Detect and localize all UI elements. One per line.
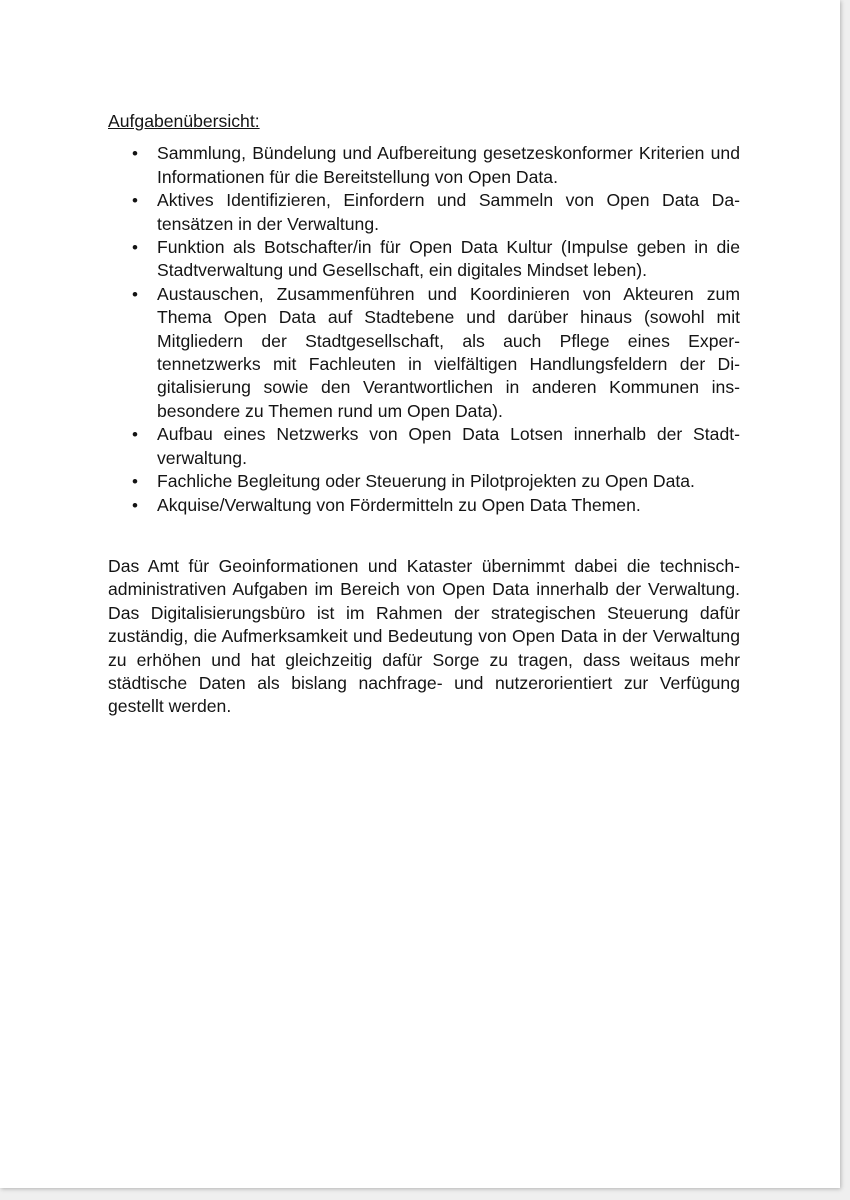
bullet-icon: • — [132, 284, 138, 304]
list-item — [108, 494, 740, 517]
bullet-icon: • — [132, 425, 138, 445]
bullet-icon: • — [132, 238, 138, 258]
list-item-text: Funktion als Botschafter/in für Open Data Kultur (Impulse geben in die Stadtverwaltung und Gesellschaft, ein digitales Mindset leben). — [157, 237, 740, 281]
bullet-icon: • — [132, 191, 138, 211]
list-item-text: Sammlung, Bündelung und Aufbereitung gesetzeskonformer Kriterien und Informationen für die Bereitstellung von Open Data. — [157, 143, 740, 187]
list-item — [108, 189, 740, 236]
bullet-icon: • — [132, 472, 138, 492]
list-item — [108, 236, 740, 283]
list-item — [108, 283, 740, 423]
body-paragraph: Das Amt für Geoinformationen und Kataster übernimmt dabei die technisch-administrativen Aufgaben im Bereich von Open Data innerhalb der Verwaltung. Das Digitalisierungsbüro ist im Rahmen der strategischen Steuerung dafür zuständig, die Aufmerksamkeit und Bedeutung von Open Data in der Verwaltung zu erhöhen und hat gleichzeitig dafür Sorge zu tragen, dass weitaus mehr städtische Daten als bislang nachfrage- und nutzerorientiert zur Verfügung gestellt werden. — [108, 555, 740, 717]
list-item-text: Aktives Identifizieren, Einfordern und Sammeln von Open Data Datensätzen in der Verwaltung. — [157, 190, 740, 234]
task-list — [108, 142, 740, 517]
list-item — [108, 142, 740, 189]
list-item-text: Fachliche Begleitung oder Steuerung in Pilotprojekten zu Open Data. — [157, 471, 695, 492]
list-item — [108, 423, 740, 470]
bullet-icon: • — [132, 144, 138, 164]
bullet-icon: • — [132, 495, 138, 515]
list-item-text: Akquise/Verwaltung von Fördermitteln zu Open Data Themen. — [157, 494, 641, 515]
section-heading: Aufgabenübersicht: — [108, 111, 260, 131]
list-item-text: Aufbau eines Netzwerks von Open Data Lotsen innerhalb der Stadtverwaltung. — [157, 424, 740, 468]
list-item — [108, 470, 740, 493]
list-item-text: Austauschen, Zusammenführen und Koordinieren von Akteuren zum Thema Open Data auf Stadtebene und darüber hinaus (sowohl mit Mitgliedern der Stadtgesellschaft, als auch Pflege eines Expertennetzwerks mit Fachleuten in vielfältigen Handlungsfeldern der Digitalisierung sowie den Verantwortlichen in anderen Kommunen insbesondere zu Themen rund um Open Data). — [157, 283, 740, 421]
document-content — [108, 110, 740, 719]
